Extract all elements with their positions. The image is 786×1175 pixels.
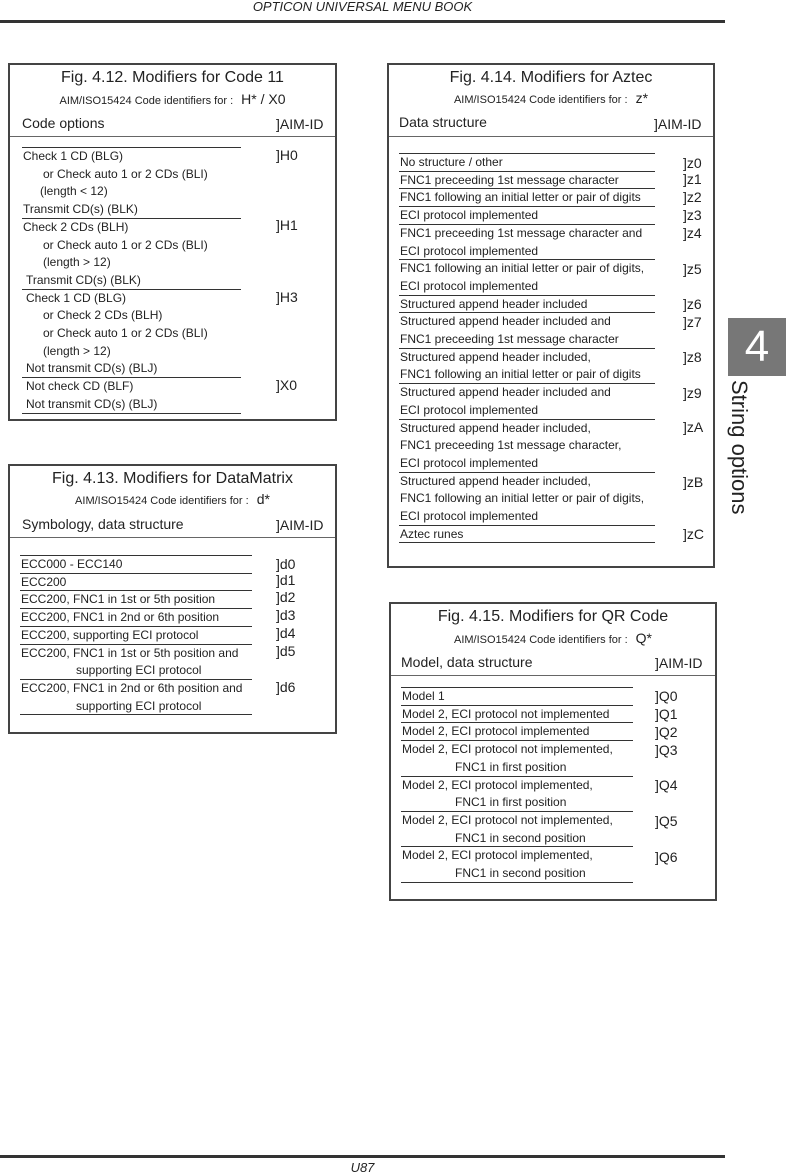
option-line: (length > 12) [43, 255, 111, 270]
col-header-aim: ]AIM-ID [654, 116, 702, 132]
aim-id: ]H3 [276, 289, 298, 305]
col-header-aim: ]AIM-ID [276, 517, 324, 533]
row-rule [20, 573, 252, 574]
aim-id: ]Q6 [655, 849, 678, 865]
row-rule [22, 289, 241, 290]
col-header-structure: Symbology, data structure [22, 516, 184, 532]
option-line: ECI protocol implemented [400, 243, 539, 258]
fig-subtitle: AIM/ISO15424 Code identifiers for : Q* [454, 630, 652, 646]
option-line: Structured append header included and [400, 385, 611, 400]
aim-id: ]z1 [683, 171, 702, 187]
aim-id: ]zC [683, 526, 704, 542]
row-rule [399, 259, 655, 260]
option-line: ECC200, FNC1 in 2nd or 6th position and [21, 680, 243, 695]
header-divider [10, 537, 335, 538]
row-rule [399, 312, 655, 313]
aim-id: ]z0 [683, 155, 702, 171]
aim-id: ]d5 [276, 643, 296, 659]
row-rule [399, 348, 655, 349]
row-rule [20, 608, 252, 609]
option-line: Model 2, ECI protocol not implemented [402, 706, 610, 721]
option-line: Transmit CD(s) (BLK) [26, 272, 141, 287]
option-line: Model 1 [402, 689, 445, 703]
option-line: ECI protocol implemented [400, 208, 539, 223]
option-line: FNC1 following an initial letter or pair of digits, [400, 261, 645, 276]
fig-4-14-box [387, 63, 715, 568]
option-line: FNC1 in second position [455, 830, 586, 845]
row-rule [20, 644, 252, 645]
option-line: Aztec runes [400, 526, 464, 541]
option-line: FNC1 following an initial letter or pair of digits [400, 367, 641, 382]
option-line: ECC200, FNC1 in 2nd or 6th position [21, 610, 220, 625]
fig-title: Fig. 4.15. Modifiers for QR Code [437, 608, 669, 625]
option-line: supporting ECI protocol [76, 698, 202, 713]
row-rule [22, 147, 241, 148]
option-line: (length < 12) [40, 184, 108, 199]
option-line: Model 2, ECI protocol not implemented, [402, 742, 613, 757]
chapter-tab: 4 [728, 318, 786, 376]
option-line: Structured append header included, [400, 349, 591, 364]
option-line: supporting ECI protocol [76, 663, 202, 678]
option-line: ECI protocol implemented [400, 455, 539, 470]
option-line: FNC1 following an initial letter or pair of digits [400, 190, 641, 205]
aim-id: ]z2 [683, 189, 702, 205]
aim-id: ]Q1 [655, 706, 678, 722]
fig-subtitle: AIM/ISO15424 Code identifiers for : z* [453, 90, 649, 106]
option-line: FNC1 preceeding 1st message character [400, 332, 619, 346]
option-line: Structured append header included and [400, 314, 611, 329]
page-number: U87 [350, 1160, 375, 1175]
col-header-options: Code options [22, 115, 105, 131]
row-rule [399, 542, 655, 543]
option-line: Structured append header included [400, 296, 588, 311]
aim-id: ]d0 [276, 556, 296, 572]
option-line: Model 2, ECI protocol implemented, [402, 777, 593, 792]
aim-id: ]d2 [276, 589, 296, 605]
row-rule [401, 740, 633, 741]
row-rule [399, 206, 655, 207]
option-line: or Check auto 1 or 2 CDs (BLI) [43, 166, 208, 181]
row-rule [20, 714, 252, 715]
option-line: ECC200 [21, 574, 67, 589]
option-line: Check 2 CDs (BLH) [23, 219, 129, 234]
running-header: OPTICON UNIVERSAL MENU BOOK [252, 0, 473, 14]
aim-id: ]z3 [683, 207, 702, 223]
option-line: Model 2, ECI protocol not implemented, [402, 812, 613, 827]
option-line: or Check auto 1 or 2 CDs (BLI) [43, 326, 208, 340]
aim-id: ]Q3 [655, 742, 678, 758]
aim-id: ]z9 [683, 385, 702, 401]
option-line: Transmit CD(s) (BLK) [23, 202, 138, 217]
row-rule [399, 472, 655, 473]
aim-id: ]d1 [276, 572, 296, 588]
row-rule [399, 153, 655, 154]
header-rule [0, 20, 725, 23]
option-line: Model 2, ECI protocol implemented [402, 724, 590, 739]
aim-id: ]Q2 [655, 724, 678, 740]
option-line: FNC1 in first position [455, 795, 567, 810]
aim-id: ]H1 [276, 217, 298, 233]
header-divider [389, 136, 713, 137]
option-line: or Check 2 CDs (BLH) [43, 308, 163, 323]
aim-id: ]Q5 [655, 813, 678, 829]
row-rule [20, 679, 252, 680]
row-rule [22, 218, 241, 219]
col-header-structure: Data structure [399, 114, 487, 130]
row-rule [399, 188, 655, 189]
option-line: Check 1 CD (BLG) [23, 149, 124, 163]
row-rule [401, 882, 633, 883]
aim-id: ]Q4 [655, 777, 678, 793]
row-rule [399, 295, 655, 296]
row-rule [20, 590, 252, 591]
option-line: FNC1 in first position [455, 759, 567, 774]
chapter-label: String options [727, 380, 752, 515]
option-line: FNC1 following an initial letter or pair of digits, [400, 491, 645, 506]
row-rule [401, 776, 633, 777]
option-line: ECI protocol implemented [400, 402, 539, 417]
row-rule [401, 722, 633, 723]
aim-id: ]d4 [276, 625, 296, 641]
option-line: Not check CD (BLF) [26, 379, 134, 394]
row-rule [401, 687, 633, 688]
row-rule [399, 171, 655, 172]
row-rule [399, 383, 655, 384]
col-header-model: Model, data structure [401, 654, 533, 670]
row-rule [399, 525, 655, 526]
option-line: Structured append header included, [400, 420, 591, 435]
aim-id: ]d3 [276, 607, 296, 623]
row-rule [399, 224, 655, 225]
aim-id: ]z5 [683, 261, 702, 277]
aim-id: ]d6 [276, 679, 296, 695]
aim-id: ]z8 [683, 349, 702, 365]
option-line: FNC1 preceeding 1st message character [400, 172, 619, 187]
header-divider [391, 675, 715, 676]
option-line: Not transmit CD(s) (BLJ) [26, 396, 158, 411]
row-rule [399, 419, 655, 420]
row-rule [401, 846, 633, 847]
aim-id: ]zA [683, 419, 704, 435]
aim-id: ]X0 [276, 377, 298, 393]
option-line: No structure / other [400, 155, 503, 169]
fig-4-15-box [389, 602, 717, 901]
option-line: Not transmit CD(s) (BLJ) [26, 361, 158, 376]
col-header-aim: ]AIM-ID [655, 655, 703, 671]
row-rule [20, 626, 252, 627]
fig-4-12-box [8, 63, 337, 421]
aim-id: ]zB [683, 474, 704, 490]
fig-subtitle: AIM/ISO15424 Code identifiers for : d* [75, 491, 270, 507]
row-rule [401, 705, 633, 706]
fig-subtitle: AIM/ISO15424 Code identifiers for : H* / X0 [59, 91, 286, 107]
row-rule [22, 413, 241, 414]
option-line: Check 1 CD (BLG) [26, 290, 127, 305]
footer-rule [0, 1155, 725, 1158]
header-divider [10, 136, 335, 137]
option-line: FNC1 preceeding 1st message character and [400, 225, 643, 240]
option-line: ECC200, supporting ECI protocol [21, 627, 199, 642]
option-line: ECC200, FNC1 in 1st or 5th position [21, 592, 216, 607]
fig-title: Fig. 4.14. Modifiers for Aztec [449, 69, 653, 86]
fig-title: Fig. 4.12. Modifiers for Code 11 [61, 69, 284, 86]
option-line: Model 2, ECI protocol implemented, [402, 848, 593, 863]
col-header-aim: ]AIM-ID [276, 116, 324, 132]
option-line: or Check auto 1 or 2 CDs (BLI) [43, 237, 208, 252]
option-line: FNC1 preceeding 1st message character, [400, 438, 622, 453]
fig-title: Fig. 4.13. Modifiers for DataMatrix [52, 470, 293, 487]
aim-id: ]H0 [276, 147, 298, 163]
option-line: ECI protocol implemented [400, 509, 539, 523]
aim-id: ]z4 [683, 225, 702, 241]
option-line: ECI protocol implemented [400, 278, 539, 293]
row-rule [401, 811, 633, 812]
option-line: ECC000 - ECC140 [21, 557, 123, 571]
row-rule [20, 555, 252, 556]
aim-id: ]z6 [683, 296, 702, 312]
aim-id: ]Q0 [655, 688, 678, 704]
fig-4-13-box [8, 464, 337, 734]
option-line: FNC1 in second position [455, 866, 586, 880]
aim-id: ]z7 [683, 314, 702, 330]
option-line: Structured append header included, [400, 473, 591, 488]
option-line: ECC200, FNC1 in 1st or 5th position and [21, 645, 239, 660]
row-rule [22, 377, 241, 378]
option-line: (length > 12) [43, 343, 111, 358]
